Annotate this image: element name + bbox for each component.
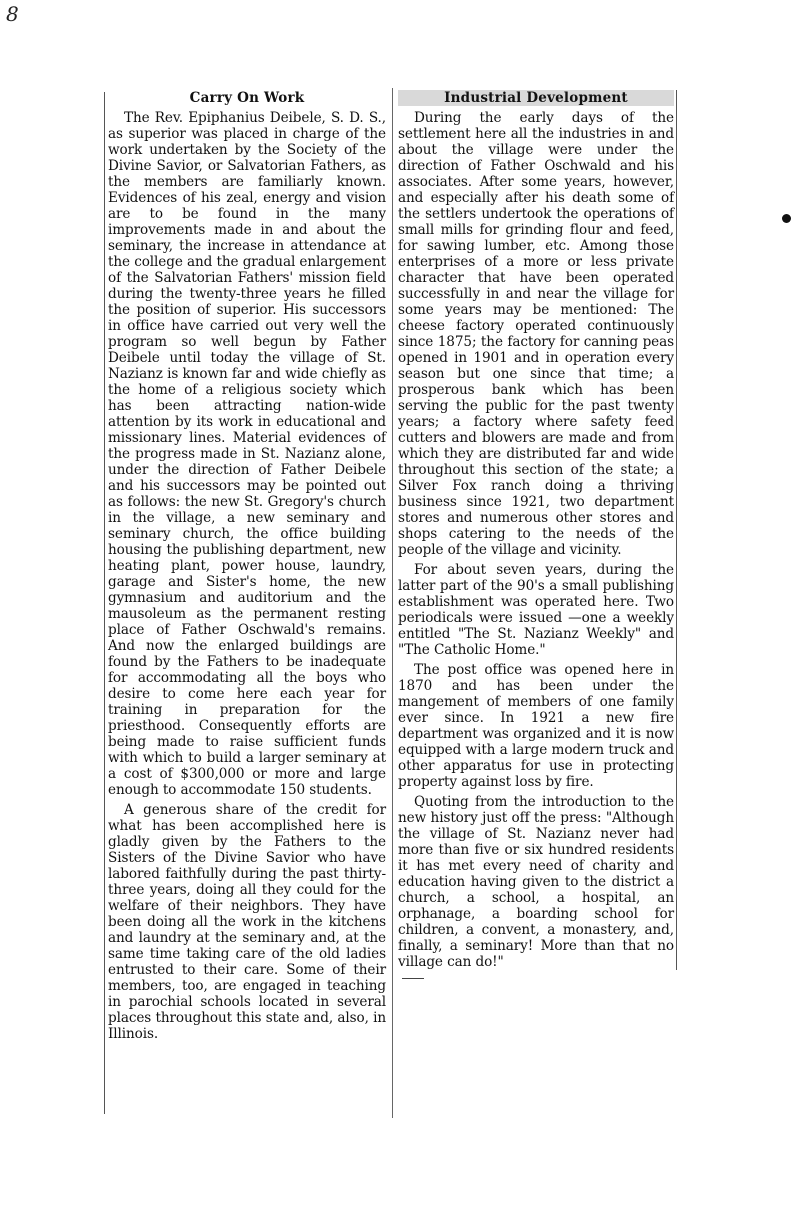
column-rule-right bbox=[676, 90, 677, 970]
right-column-heading: Industrial Development bbox=[398, 90, 674, 106]
right-paragraph-4: Quoting from the introduction to the new history just off the press: "Although the village of St. Nazianz never had more than five or six hundred residents it has met every need of charity and education having given to the district a church, a school, a hospital, an orphanage, a boarding school for children, a convent, a monastery, and, finally, a seminary! More than that no village can do!" bbox=[398, 794, 674, 970]
left-column-heading: Carry On Work bbox=[189, 90, 305, 106]
ink-dot-mark bbox=[782, 214, 791, 223]
right-column bbox=[398, 88, 674, 970]
right-paragraph-2: For about seven years, during the latter part of the 90's a small publishing establishment was operated here. Two periodicals were issued —one a weekly entitled "The St. Nazianz Weekly" and "The Catholic Home." bbox=[398, 562, 674, 658]
right-paragraph-3: The post office was opened here in 1870 and has been under the mangement of members of one family ever since. In 1921 a new fire department was organized and it is now equipped with a large modern truck and other apparatus for use in protecting property against loss by fire. bbox=[398, 662, 674, 790]
page-number: 8 bbox=[6, 2, 19, 26]
column-rule-middle bbox=[392, 88, 393, 1118]
right-paragraph-1: During the early days of the settlement here all the industries in and about the village were under the direction of Father Oschwald and his associates. After some years, however, and especially after his death some of the settlers undertook the operations of small mills for grinding flour and feed, for sawing lumber, etc. Among those enterprises of a more or less private character that have been operated successfully in and near the village for some years may be mentioned: The cheese factory operated continuously since 1875; the factory for canning peas opened in 1901 and in operation every season but one since that time; a prosperous bank which has been serving the public for the past twenty years; a factory where safety feed cutters and blowers are made and from which they are distributed far and wide throughout this section of the state; a Silver Fox ranch doing a thriving business since 1921, two department stores and numerous other stores and shops catering to the needs of the people of the village and vicinity. bbox=[398, 110, 674, 558]
newspaper-clipping bbox=[104, 88, 678, 1120]
end-rule bbox=[402, 978, 424, 979]
column-rule-left bbox=[104, 92, 105, 1114]
left-column bbox=[108, 88, 386, 1042]
left-paragraph-2: A generous share of the credit for what has been accomplished here is gladly given by the Fathers to the Sisters of the Divine Savior who have labored faithfully during the past thirty-three years, doing all they could for the welfare of their neighbors. They have been doing all the work in the kitchens and laundry at the seminary and, at the same time taking care of the old ladies entrusted to their care. Some of their members, too, are engaged in teaching in parochial schools located in several places throughout this state and, also, in Illinois. bbox=[108, 802, 386, 1042]
left-paragraph-1: The Rev. Epiphanius Deibele, S. D. S., as superior was placed in charge of the work undertaken by the Society of the Divine Savior, or Salvatorian Fathers, as the members are familiarly known. Evidences of his zeal, energy and vision are to be found in the many improvements made in and about the seminary, the increase in attendance at the college and the gradual enlargement of the Salvatorian Fathers' mission field during the twenty-three years he filled the position of superior. His successors in office have carried out very well the program so well begun by Father Deibele until today the village of St. Nazianz is known far and wide chiefly as the home of a religious society which has been attracting nation-wide attention by its work in educational and missionary lines. Material evidences of the progress made in St. Nazianz alone, under the direction of Father Deibele and his successors may be pointed out as follows: the new St. Gregory's church in the village, a new seminary and seminary church, the office building housing the publishing department, new heating plant, power house, laundry, garage and Sister's home, the new gymnasium and auditorium and the mausoleum as the permanent resting place of Father Oschwald's remains. And now the enlarged buildings are found by the Fathers to be inadequate for accommodating all the boys who desire to come here each year for training in preparation for the priesthood. Consequently efforts are being made to raise sufficient funds with which to build a larger seminary at a cost of $300,000 or more and large enough to accommodate 150 students. bbox=[108, 110, 386, 798]
